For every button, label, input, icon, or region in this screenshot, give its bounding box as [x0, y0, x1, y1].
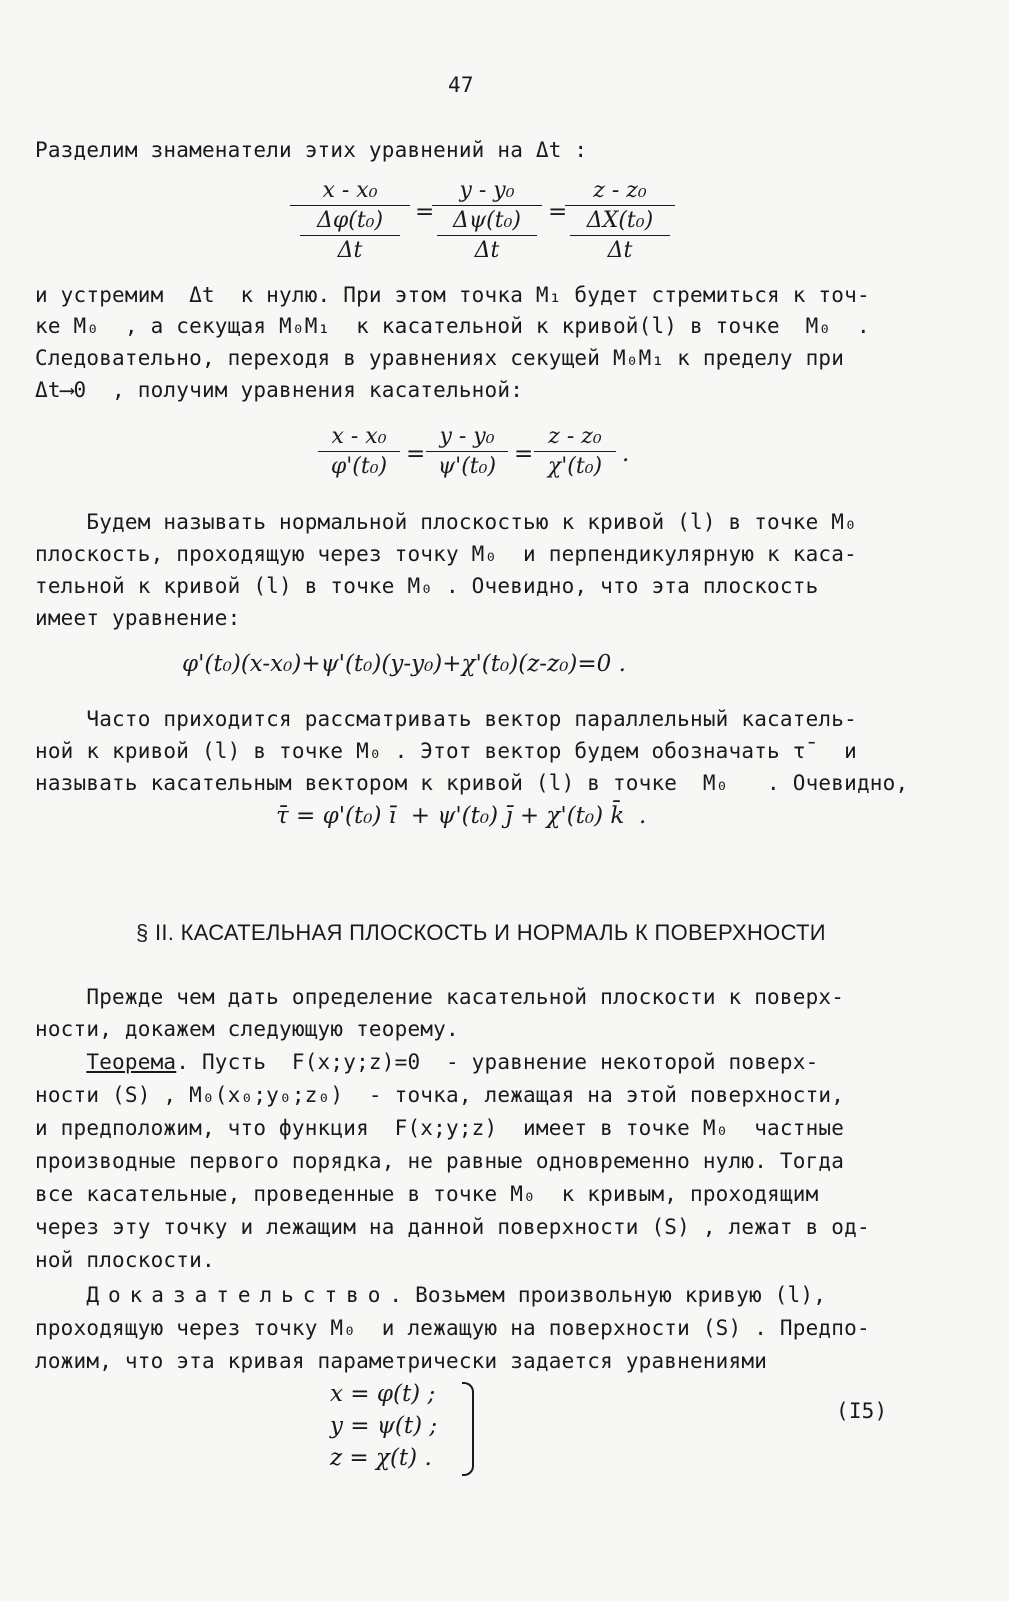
paragraph-line: Прежде чем дать определение касательной плоскости к поверх-: [35, 985, 845, 1009]
denominator-delta: Δt: [607, 238, 633, 263]
numerator: y - y₀: [459, 178, 515, 203]
paragraph-line: ности (S) , M₀(x₀;y₀;z₀) - точка, лежащая на этой поверхности,: [35, 1083, 845, 1107]
system-brace: [462, 1382, 474, 1476]
proof-label: Доказательство: [86, 1283, 390, 1307]
fraction-bar: [534, 451, 616, 452]
fraction-bar: [290, 205, 410, 206]
paragraph-line: плоскость, проходящую через точку M₀ и перпендикулярную к каса-: [35, 542, 857, 566]
fraction-z: [534, 424, 616, 479]
fraction-y: [426, 424, 508, 479]
tangent-vector-equation: τ̄ = φ'(t₀) ī + ψ'(t₀) j̄ + χ'(t₀) k̄ .: [276, 803, 647, 829]
paragraph-line: ной плоскости.: [35, 1248, 215, 1272]
numerator: z - z₀: [548, 424, 602, 449]
period: .: [622, 441, 630, 467]
fraction-bar: [300, 235, 400, 236]
fraction-bar: [318, 451, 400, 452]
fraction-bar: [437, 235, 537, 236]
fraction-y: [432, 178, 542, 263]
inner-fraction: [570, 208, 670, 263]
proof-first-line: [35, 1282, 826, 1308]
paragraph-line: Будем называть нормальной плоскостью к кривой (l) в точке M₀: [35, 510, 857, 534]
paragraph-line: называть касательным вектором к кривой (l) в точке M₀ . Очевидно,: [35, 771, 909, 795]
paragraph-line: Часто приходится рассматривать вектор параллельный касатель-: [35, 707, 857, 731]
paragraph-line: Разделим знаменатели этих уравнений на Δt :: [35, 138, 588, 162]
fraction-bar: [565, 205, 675, 206]
theorem-text: . Пусть F(x;y;z)=0 - уравнение некоторой поверх-: [176, 1050, 819, 1074]
paragraph-line: и предположим, что функция F(x;y;z) имеет в точке M₀ частные: [35, 1116, 845, 1140]
equals-sign: =: [548, 199, 568, 225]
fraction-bar: [426, 451, 508, 452]
param-equation-x: x = φ(t) ;: [330, 1381, 436, 1407]
denominator-delta: Δt: [337, 238, 363, 263]
denominator-delta: Δt: [474, 238, 500, 263]
param-equation-z: z = χ(t) .: [330, 1445, 432, 1471]
page-number: 47: [448, 73, 474, 97]
denominator: ψ'(t₀): [437, 454, 497, 479]
denominator: Δφ(t₀): [316, 208, 384, 233]
paragraph-line: Следовательно, переходя в уравнениях секущей M₀M₁ к пределу при: [35, 346, 845, 370]
paragraph-line: имеет уравнение:: [35, 606, 241, 630]
denominator: χ'(t₀): [547, 454, 603, 479]
section-title: § II. КАСАТЕЛЬНАЯ ПЛОСКОСТЬ И НОРМАЛЬ К ПОВЕРХНОСТИ: [136, 920, 826, 945]
numerator: z - z₀: [593, 178, 647, 203]
paragraph-line: ложим, что эта кривая параметрически задается уравнениями: [35, 1349, 768, 1373]
fraction-bar: [432, 205, 542, 206]
inner-fraction: [437, 208, 537, 263]
proof-text: . Возьмем произвольную кривую (l),: [389, 1283, 827, 1307]
normal-plane-equation: φ'(t₀)(x-x₀)+ψ'(t₀)(y-y₀)+χ'(t₀)(z-z₀)=0 .: [182, 651, 626, 677]
numerator: x - x₀: [331, 424, 387, 449]
inner-fraction: [300, 208, 400, 263]
paragraph-line: ной к кривой (l) в точке M₀ . Этот вектор будем обозначать τ̄ и: [35, 739, 857, 763]
fraction-x: [290, 178, 410, 263]
paragraph-line: ке M₀ , а секущая M₀M₁ к касательной к кривой(l) в точке M₀ .: [35, 314, 870, 338]
equals-sign: =: [415, 199, 435, 225]
equals-sign: =: [406, 441, 426, 467]
paragraph-line: и устремим Δt к нулю. При этом точка M₁ будет стремиться к точ-: [35, 283, 870, 307]
numerator: x - x₀: [322, 178, 378, 203]
paragraph-line: Δt⟶0 , получим уравнения касательной:: [35, 378, 524, 402]
equation-number: (I5): [836, 1399, 888, 1423]
paragraph-line: через эту точку и лежащим на данной поверхности (S) , лежат в од-: [35, 1215, 870, 1239]
theorem-first-line: [35, 1049, 818, 1075]
theorem-label: Теорема: [86, 1050, 177, 1074]
denominator: ΔX(t₀): [586, 208, 654, 233]
fraction-bar: [570, 235, 670, 236]
fraction-z: [565, 178, 675, 263]
denominator: Δψ(t₀): [453, 208, 521, 233]
param-equation-y: y = ψ(t) ;: [330, 1413, 438, 1439]
paragraph-line: все касательные, проведенные в точке M₀ к кривым, проходящим: [35, 1182, 819, 1206]
equals-sign: =: [514, 441, 534, 467]
paragraph-line: проходящую через точку M₀ и лежащую на поверхности (S) . Предпо-: [35, 1316, 870, 1340]
paragraph-line: производные первого порядка, не равные одновременно нулю. Тогда: [35, 1149, 845, 1173]
numerator: y - y₀: [439, 424, 495, 449]
paragraph-line: тельной к кривой (l) в точке M₀ . Очевидно, что эта плоскость: [35, 574, 819, 598]
fraction-x: [318, 424, 400, 479]
paragraph-line: ности, докажем следующую теорему.: [35, 1017, 459, 1041]
denominator: φ'(t₀): [330, 454, 388, 479]
